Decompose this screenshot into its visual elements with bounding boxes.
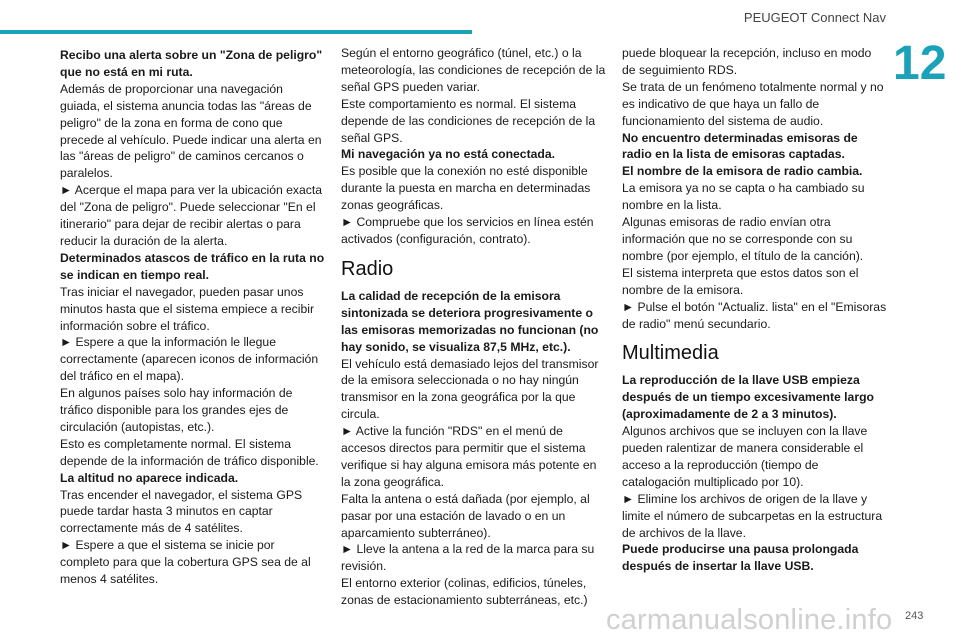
paragraph: El vehículo está demasiado lejos del transmisor de la emisora seleccionada o no hay ningún transmisor en la zona geográfica por la que circula. xyxy=(341,356,599,422)
paragraph: ► Pulse el botón "Actualiz. lista" en el "Emisoras de radio" menú secundario. xyxy=(622,299,887,331)
page-number: 243 xyxy=(905,610,924,622)
paragraph: ► Compruebe que los servicios en línea estén activados (configuración, contrato). xyxy=(341,215,594,246)
problem-statement: Recibo una alerta sobre un "Zona de peligro" que no está en mi ruta. xyxy=(60,48,323,79)
problem-statement: La calidad de recepción de la emisora sintonizada se deteriora progresivamente o las emisoras memorizadas no funcionan (no hay sonido, se visualiza 87,5 MHz, etc.). xyxy=(341,288,599,354)
problem-statement: Determinados atascos de tráfico en la ruta no se indican en tiempo real. xyxy=(60,250,325,282)
paragraph: El sistema interpreta que estos datos son el nombre de la emisora. xyxy=(622,265,859,297)
problem-statement: La reproducción de la llave USB empieza después de un tiempo excesivamente largo (aproximadamente de 2 a 3 minutos). xyxy=(622,373,874,422)
problem-statement: Puede producirse una pausa prolongada después de insertar la llave USB. xyxy=(622,542,859,574)
section-heading: Multimedia xyxy=(622,342,719,365)
paragraph: El entorno exterior (colinas, edificios, túneles, zonas de estacionamiento subterráneas, etc.) xyxy=(341,576,588,608)
paragraph: ► Lleve la antena a la red de la marca para su revisión. xyxy=(341,542,595,574)
paragraph: Es posible que la conexión no esté disponible durante la puesta en marcha en determinadas zonas geográficas. xyxy=(341,164,591,213)
paragraph: En algunos países solo hay información de tráfico disponible para los grandes ejes de circulación (autopistas, etc.). xyxy=(60,386,293,434)
paragraph: Este comportamiento es normal. El sistema depende de las condiciones de recepción de la señal GPS. xyxy=(341,96,596,145)
paragraph: ► Espere a que la información le llegue correctamente (aparecen iconos de información del tráfico en el mapa). xyxy=(60,335,319,384)
header-accent-bar xyxy=(0,30,472,34)
text-column-2 xyxy=(341,45,607,609)
problem-statement: No encuentro determinadas emisoras de radio en la lista de emisoras captadas. xyxy=(622,130,858,162)
paragraph: Algunas emisoras de radio envían otra información que no se corresponde con su nombre (por ejemplo, el título de la canción). xyxy=(622,215,864,263)
paragraph: Tras iniciar el navegador, pueden pasar unos minutos hasta que el sistema empiece a recibir información sobre el tráfico. xyxy=(60,284,315,333)
problem-statement: La altitud no aparece indicada. xyxy=(60,470,239,485)
paragraph: ► Active la función "RDS" en el menú de accesos directos para permitir que el sistema verifique si hay alguna emisora más potente en la zona geográfica. xyxy=(341,424,597,489)
text-column-1 xyxy=(60,47,326,588)
paragraph: ► Elimine los archivos de origen de la llave y limite el número de subcarpetas en la estructura de archivos de la llave. xyxy=(622,491,883,540)
paragraph: Falta la antena o está dañada (por ejemplo, al pasar por una estación de lavado o en un aparcamiento subterráneo). xyxy=(341,491,590,540)
watermark: carmanualsonline.info xyxy=(606,604,893,636)
paragraph: Algunos archivos que se incluyen con la llave pueden ralentizar de manera considerable el acceso a la reproducción (tiempo de catalogación multiplicado por 10). xyxy=(622,424,868,489)
paragraph: Se trata de un fenómeno totalmente normal y no es indicativo de que haya un fallo de funcionamiento del sistema de audio. xyxy=(622,79,884,128)
paragraph: Esto es completamente normal. El sistema depende de la información de tráfico disponible. xyxy=(60,436,319,468)
paragraph: ► Acerque el mapa para ver la ubicación exacta del "Zona de peligro". Puede seleccionar "En el itinerario" para dejar de recibir alertas o para reducir la duración de la alerta. xyxy=(60,183,323,248)
paragraph: Según el entorno geográfico (túnel, etc.) o la meteorología, las condiciones de recepción de la señal GPS pueden variar. xyxy=(341,46,606,94)
paragraph: La emisora ya no se capta o ha cambiado su nombre en la lista. xyxy=(622,181,865,213)
text-column-3 xyxy=(622,45,888,575)
problem-statement: Mi navegación ya no está conectada. xyxy=(341,147,556,162)
paragraph: ► Espere a que el sistema se inicie por completo para que la cobertura GPS sea de al menos 4 satélites. xyxy=(60,538,311,587)
problem-statement: El nombre de la emisora de radio cambia. xyxy=(622,164,863,179)
section-heading: Radio xyxy=(341,257,394,280)
paragraph: Tras encender el navegador, el sistema GPS puede tardar hasta 3 minutos en captar correctamente más de 4 satélites. xyxy=(60,487,303,536)
paragraph: puede bloquear la recepción, incluso en modo de seguimiento RDS. xyxy=(622,46,872,77)
paragraph: Además de proporcionar una navegación guiada, el sistema anuncia todas las "áreas de peligro" de la zona en forma de cono que precede al vehículo. Puede indicar una alerta en las "áreas de peligro" de caminos cercanos o paralelos. xyxy=(60,81,322,181)
chapter-number: 12 xyxy=(893,37,947,90)
manual-title: PEUGEOT Connect Nav xyxy=(743,10,886,25)
